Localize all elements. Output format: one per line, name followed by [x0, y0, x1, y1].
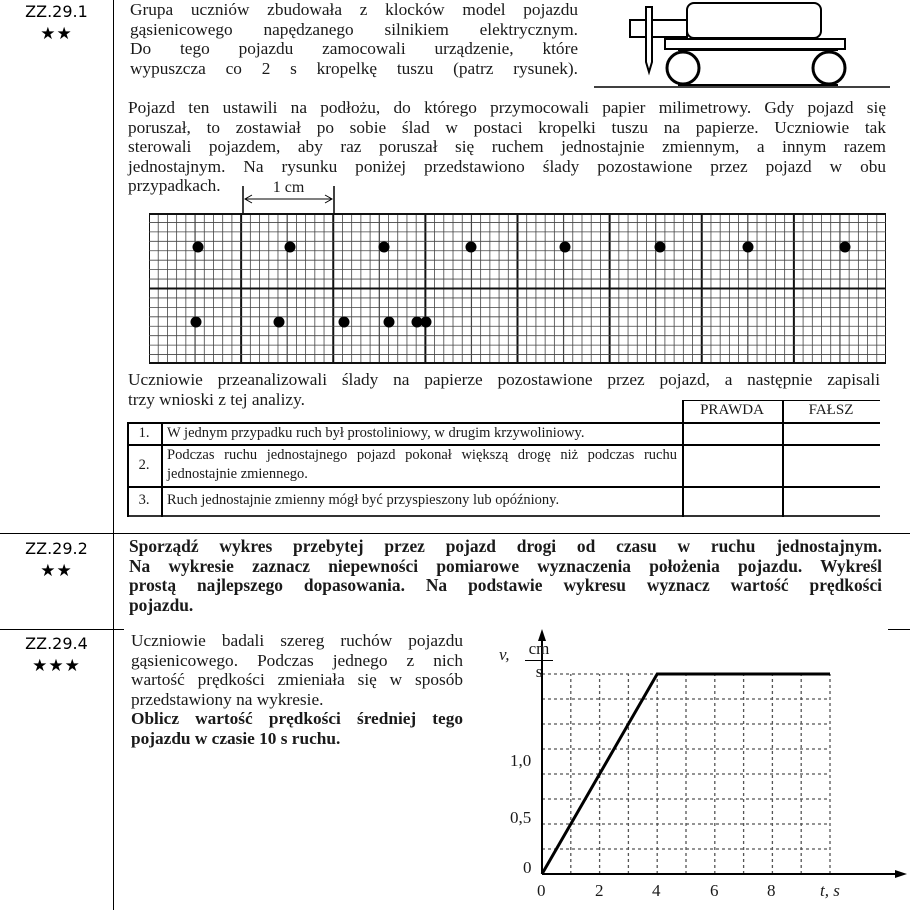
y-axis-var: v, [499, 645, 510, 664]
row-divider-1 [0, 533, 910, 534]
description-line: gąsienicowego. Podczas jednego z nich [131, 650, 463, 670]
task-instruction [129, 537, 882, 615]
scale-arrow-icon [242, 182, 335, 214]
table-row [127, 423, 880, 444]
task-id-cell [0, 538, 113, 582]
table-row [127, 445, 880, 486]
tracked-vehicle-illustration [590, 0, 910, 92]
difficulty-stars: ★★★ [32, 656, 81, 676]
analysis-line: Uczniowie przeanalizowali ślady na papierze pozostawione przez pojazd, a następnie zapisali [128, 370, 880, 389]
x-tick-label: 4 [652, 881, 661, 900]
difficulty-stars: ★★ [40, 24, 73, 44]
ink-drop [466, 242, 477, 253]
row-statement: Podczas ruchu jednostajnego pojazd pokonał większą drogę niż podczas ruchu jednostajnie zmiennego. [167, 447, 677, 482]
ink-drop [190, 317, 201, 328]
difficulty-stars: ★★ [40, 561, 73, 581]
ink-drop [378, 242, 389, 253]
x-tick-label: 8 [767, 881, 776, 900]
ink-drop [383, 317, 394, 328]
question-line: pojazdu w czasie 10 s ruchu. [131, 728, 341, 748]
body-line: Pojazd ten ustawili na podłożu, do którego przymocowali papier milimetrowy. Gdy pojazd się [128, 98, 886, 117]
task-id: ZZ.29.2 [25, 539, 88, 558]
millimeter-grid [149, 213, 886, 364]
table-row [127, 487, 880, 515]
row-statement: Ruch jednostajnie zmienny mógł być przyspieszony lub opóźniony. [167, 492, 560, 508]
task-description [131, 631, 463, 749]
falsz-cell[interactable] [784, 487, 880, 515]
task-id: ZZ.29.4 [25, 634, 88, 653]
row-divider-2a [0, 629, 124, 630]
ink-drop [742, 242, 753, 253]
scale-marker [242, 179, 335, 214]
falsz-cell[interactable] [784, 445, 880, 486]
millimeter-paper-figure [149, 213, 886, 364]
row-statement: W jednym przypadku ruch był prostoliniowy, w drugim krzywoliniowy. [167, 425, 585, 441]
ink-drop [192, 242, 203, 253]
intro-line: Grupa uczniów zbudowała z klocków model pojazdu [130, 0, 578, 19]
true-false-table [127, 400, 880, 517]
scale-label: 1 cm [272, 179, 305, 196]
fraction-bar [525, 660, 553, 661]
row-number: 2. [138, 457, 150, 473]
body-line: poruszał, to zostawiał po sobie ślad w postaci kropelki tuszu na papierze. Uczniowie tak [128, 117, 886, 137]
task-id-cell [0, 1, 113, 45]
row-number: 1. [138, 425, 150, 441]
ink-drop [655, 242, 666, 253]
y-tick-label: 0,5 [510, 808, 532, 827]
ink-drop [839, 242, 850, 253]
analysis-line: trzy wnioski z tej analizy. [128, 389, 305, 409]
question-line: Oblicz wartość prędkości średniej tego [131, 709, 463, 729]
row-number: 3. [138, 492, 150, 508]
instruction-line: prostą najlepszego dopasowania. Na podstawie wykresu wyznacz wartość prędkości [129, 575, 882, 596]
intro-line: Do tego pojazdu zamocowali urządzenie, które [130, 39, 578, 59]
body-line: przypadkach. [128, 176, 221, 196]
ink-drop [339, 317, 350, 328]
intro-line: wypuszcza co 2 s kropelkę tuszu (patrz rysunek). [130, 58, 578, 78]
x-tick-label: 2 [595, 881, 604, 900]
description-line: Uczniowie badali szereg ruchów pojazdu [131, 631, 463, 650]
y-axis-unit-den: s [535, 662, 543, 681]
prawda-cell[interactable] [684, 445, 781, 486]
description-line: przedstawiony na wykresie. [131, 689, 324, 709]
prawda-cell[interactable] [684, 423, 781, 444]
y-tick-label: 0 [523, 858, 532, 877]
y-axis-unit-num: cm [528, 639, 550, 658]
velocity-time-chart [485, 625, 910, 910]
prawda-cell[interactable] [684, 487, 781, 515]
description-line: wartość prędkości zmieniała się w sposób [131, 670, 463, 690]
ink-drop [560, 242, 571, 253]
header-falsz: FAŁSZ [808, 402, 854, 418]
task-id: ZZ.29.1 [25, 2, 88, 21]
x-tick-label: 6 [710, 881, 719, 900]
instruction-line: Sporządź wykres przebytej przez pojazd drogi od czasu w ruchu jednostajnym. [129, 536, 882, 556]
id-column-divider [113, 0, 114, 910]
header-prawda: PRAWDA [700, 402, 764, 418]
task-id-cell [0, 633, 113, 677]
instruction-line: Na wykresie zaznacz niepewności pomiarowe wyznaczenia położenia pojazdu. Wykreśl [129, 555, 882, 576]
ink-drop [273, 317, 284, 328]
y-tick-label: 1,0 [510, 751, 532, 770]
ink-drop [421, 317, 432, 328]
intro-line: gąsienicowego napędzanego silnikiem elektrycznym. [130, 19, 578, 39]
body-line: sterowali pojazdem, aby raz poruszał się ruchem jednostajnie zmiennym, a innym razem [128, 137, 886, 157]
task-intro [130, 0, 578, 78]
x-tick-label: 0 [537, 881, 546, 900]
instruction-line: pojazdu. [129, 594, 194, 615]
falsz-cell[interactable] [784, 423, 880, 444]
ink-drop [284, 242, 295, 253]
x-axis-label: t, s [820, 881, 840, 900]
body-line: jednostajnym. Na rysunku poniżej przedstawiono ślady pozostawione przez pojazd w obu [128, 156, 886, 176]
